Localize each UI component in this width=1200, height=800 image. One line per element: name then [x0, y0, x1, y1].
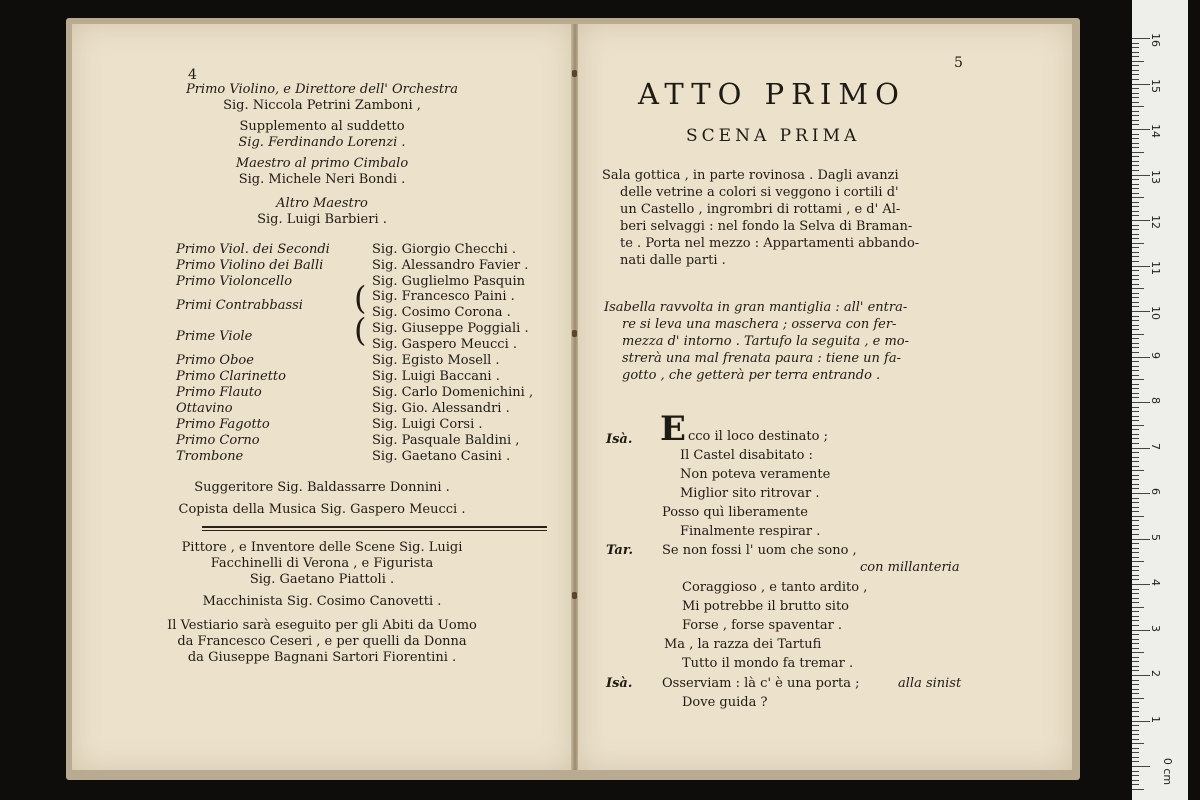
ruler-tick — [1132, 425, 1144, 426]
ruler-number: 5 — [1149, 533, 1162, 541]
ruler-tick — [1132, 520, 1139, 521]
ruler-tick — [1132, 47, 1139, 48]
ruler-tick — [1132, 525, 1139, 526]
ruler-tick — [1132, 70, 1139, 71]
verse-line: Tutto il mondo fa tremar . — [682, 656, 854, 671]
ruler-tick — [1132, 252, 1139, 253]
orchestra-role: Primo Violoncello — [176, 274, 293, 289]
setting-line: Sala gottica , in parte rovinosa . Dagli avanzi — [602, 168, 899, 183]
ruler-tick — [1132, 397, 1139, 398]
ruler-tick — [1132, 302, 1139, 303]
ruler-tick — [1132, 111, 1139, 112]
ruler-tick — [1132, 202, 1139, 203]
verse-line: Finalmente respirar . — [680, 524, 821, 539]
ruler-tick — [1132, 407, 1139, 408]
speaker-tar: Tar. — [606, 543, 634, 558]
ruler-tick — [1132, 698, 1144, 699]
ruler-tick — [1132, 657, 1139, 658]
ruler-tick — [1132, 721, 1150, 722]
ruler-tick — [1132, 780, 1139, 781]
ruler-number: 7 — [1149, 442, 1162, 450]
ruler-tick — [1132, 293, 1139, 294]
ruler-tick — [1132, 602, 1139, 603]
ruler-tick — [1132, 88, 1139, 89]
ruler-tick — [1132, 561, 1144, 562]
stage-direction-line: strerà una mal frenata paura : tiene un fa- — [622, 351, 902, 366]
ruler-tick — [1132, 507, 1139, 508]
setting-line: un Castello , ingrombri di rottami , e d' Al- — [620, 202, 901, 217]
orchestra-role: Primo Clarinetto — [176, 369, 286, 384]
ruler-tick — [1132, 438, 1139, 439]
ruler-tick — [1132, 316, 1139, 317]
ruler-tick — [1132, 388, 1139, 389]
ruler-tick — [1132, 666, 1139, 667]
credit-name-altro: Sig. Luigi Barbieri . — [257, 212, 387, 227]
speaker-isa: Isà. — [606, 676, 633, 691]
ruler-number: 8 — [1149, 397, 1162, 404]
ruler-tick — [1132, 429, 1139, 430]
ruler-tick — [1132, 598, 1139, 599]
ruler-tick — [1132, 338, 1139, 339]
ruler-number: 2 — [1149, 670, 1162, 677]
ruler-tick — [1132, 534, 1139, 535]
orchestra-name: Sig. Alessandro Favier . — [372, 258, 529, 273]
stage-direction-line: mezza d' intorno . Tartufo la seguita , e mo- — [622, 334, 910, 349]
speaker-isa: Isà. — [606, 432, 633, 447]
ruler-tick — [1132, 343, 1139, 344]
orchestra-name: Sig. Guglielmo Pasquin — [372, 274, 525, 289]
stage-direction-line: re si leva una maschera ; osserva con fer- — [622, 317, 897, 332]
stage-aside: con millanteria — [860, 560, 960, 575]
ruler-tick — [1132, 493, 1150, 494]
ruler-tick — [1132, 225, 1139, 226]
ruler-tick — [1132, 211, 1139, 212]
ruler-tick — [1132, 366, 1139, 367]
ruler-tick — [1132, 152, 1144, 153]
ruler-tick — [1132, 284, 1139, 285]
ruler-tick — [1132, 102, 1139, 103]
ruler-tick — [1132, 648, 1139, 649]
orchestra-name: Sig. Cosimo Corona . — [372, 305, 511, 320]
scene-title: SCENA PRIMA — [686, 126, 861, 146]
ruler-number: 4 — [1149, 579, 1162, 586]
ruler-tick — [1132, 452, 1139, 453]
ruler-tick — [1132, 256, 1139, 257]
ruler-number: 10 — [1149, 306, 1162, 320]
ruler-tick — [1132, 734, 1139, 735]
ruler-number: 12 — [1149, 215, 1162, 229]
orchestra-role: Trombone — [176, 449, 244, 464]
ruler-tick — [1132, 370, 1139, 371]
drop-cap: E — [660, 409, 686, 449]
brace-symbol: ( — [354, 311, 367, 349]
ruler-tick — [1132, 752, 1139, 753]
binding-stitch — [572, 70, 577, 77]
ruler-tick — [1132, 270, 1139, 271]
ruler-tick — [1132, 771, 1139, 772]
verse-line: Ma , la razza dei Tartufi — [664, 637, 822, 652]
ruler-tick — [1132, 484, 1139, 485]
ruler-tick — [1132, 652, 1144, 653]
ruler-tick — [1132, 197, 1144, 198]
divider-rule — [202, 530, 547, 531]
ruler-tick — [1132, 584, 1150, 585]
ruler-tick — [1132, 680, 1139, 681]
orchestra-name: Sig. Gaspero Meucci . — [372, 337, 518, 352]
ruler-tick — [1132, 275, 1139, 276]
ruler-tick — [1132, 702, 1139, 703]
ruler-tick — [1132, 470, 1144, 471]
binding-stitch — [572, 330, 577, 337]
verse-line: Coraggioso , e tanto ardito , — [682, 580, 868, 595]
verse-line: Mi potrebbe il brutto sito — [682, 599, 849, 614]
orchestra-name: Sig. Luigi Corsi . — [372, 417, 483, 432]
ruler-tick — [1132, 329, 1139, 330]
ruler-tick — [1132, 457, 1139, 458]
ruler-tick — [1132, 179, 1139, 180]
setting-line: te . Porta nel mezzo : Appartamenti abbando- — [620, 236, 920, 251]
orchestra-name: Sig. Pasquale Baldini , — [372, 433, 520, 448]
ruler-tick — [1132, 375, 1139, 376]
orchestra-name: Sig. Carlo Domenichini , — [372, 385, 534, 400]
ruler-tick — [1132, 548, 1139, 549]
orchestra-name: Sig. Gaetano Casini . — [372, 449, 511, 464]
ruler-number: 15 — [1149, 78, 1162, 93]
ruler-tick — [1132, 279, 1139, 280]
ruler-tick — [1132, 625, 1139, 626]
pittore-line: Sig. Gaetano Piattoli . — [249, 572, 395, 587]
ruler-tick — [1132, 184, 1139, 185]
verse-line: Posso quì liberamente — [662, 505, 808, 520]
ruler-tick — [1132, 306, 1139, 307]
ruler-tick — [1132, 593, 1139, 594]
orchestra-role: Primo Viol. dei Secondi — [176, 242, 330, 257]
ruler-tick — [1132, 643, 1139, 644]
ruler-tick — [1132, 357, 1150, 358]
ruler-tick — [1132, 65, 1139, 66]
verse-line: Se non fossi l' uom che sono , — [662, 543, 857, 558]
setting-line: beri selvaggi : nel fondo la Selva di Braman- — [620, 219, 913, 234]
measuring-ruler — [1132, 0, 1188, 800]
ruler-tick — [1132, 402, 1150, 403]
ruler-tick — [1132, 511, 1139, 512]
verse-line: Forse , forse spaventar . — [682, 618, 843, 633]
ruler-tick — [1132, 739, 1139, 740]
ruler-tick — [1132, 475, 1139, 476]
credit-role-altro: Altro Maestro — [276, 196, 368, 211]
orchestra-name: Sig. Luigi Baccani . — [372, 369, 500, 384]
ruler-tick — [1132, 557, 1139, 558]
ruler-tick — [1132, 411, 1139, 412]
ruler-tick — [1132, 466, 1139, 467]
orchestra-name: Sig. Gio. Alessandri . — [372, 401, 510, 416]
ruler-tick — [1132, 115, 1139, 116]
ruler-tick — [1132, 789, 1144, 790]
orchestra-name: Sig. Giuseppe Poggiali . — [372, 321, 529, 336]
orchestra-role: Primo Violino dei Balli — [176, 258, 324, 273]
orchestra-name: Sig. Giorgio Checchi . — [372, 242, 517, 257]
orchestra-role: Prime Viole — [176, 329, 253, 344]
credit-name-cimbalo: Sig. Michele Neri Bondi . — [238, 172, 406, 187]
ruler-number: 16 — [1149, 33, 1162, 47]
copista-line: Copista della Musica Sig. Gaspero Meucci . — [178, 502, 466, 517]
ruler-tick — [1132, 434, 1139, 435]
ruler-tick — [1132, 161, 1139, 162]
ruler-tick — [1132, 575, 1139, 576]
ruler-tick — [1132, 607, 1144, 608]
macchinista-line: Macchinista Sig. Cosimo Canovetti . — [202, 594, 442, 609]
ruler-tick — [1132, 334, 1144, 335]
orchestra-role: Ottavino — [176, 401, 233, 416]
ruler-tick — [1132, 384, 1139, 385]
ruler-tick — [1132, 297, 1139, 298]
ruler-tick — [1132, 566, 1139, 567]
verse-line: Dove guida ? — [682, 695, 768, 710]
verse-line: Miglior sito ritrovar . — [680, 486, 820, 501]
page-number-left: 4 — [188, 67, 197, 83]
orchestra-role: Primo Oboe — [176, 353, 254, 368]
ruler-tick — [1132, 193, 1139, 194]
ruler-tick — [1132, 238, 1139, 239]
brace-symbol: ( — [354, 279, 367, 317]
ruler-tick — [1132, 120, 1139, 121]
ruler-tick — [1132, 784, 1139, 785]
ruler-tick — [1132, 552, 1139, 553]
ruler-tick — [1132, 757, 1139, 758]
ruler-tick — [1132, 448, 1150, 449]
ruler-number: 11 — [1149, 260, 1162, 275]
ruler-tick — [1132, 79, 1139, 80]
ruler-tick — [1132, 502, 1139, 503]
ruler-tick — [1132, 516, 1144, 517]
ruler-tick — [1132, 84, 1150, 85]
act-title: ATTO PRIMO — [638, 77, 906, 111]
ruler-tick — [1132, 630, 1150, 631]
ruler-tick — [1132, 124, 1139, 125]
pittore-line: Pittore , e Inventore delle Scene Sig. Luigi — [181, 540, 463, 555]
ruler-tick — [1132, 579, 1139, 580]
ruler-tick — [1132, 56, 1139, 57]
ruler-tick — [1132, 61, 1144, 62]
ruler-tick — [1132, 165, 1139, 166]
ruler-tick — [1132, 175, 1150, 176]
orchestra-name: Sig. Francesco Paini . — [372, 289, 515, 304]
ruler-tick — [1132, 52, 1139, 53]
ruler-tick — [1132, 775, 1139, 776]
ruler-tick — [1132, 220, 1150, 221]
ruler-tick — [1132, 93, 1139, 94]
ruler-tick — [1132, 261, 1139, 262]
ruler-tick — [1132, 393, 1139, 394]
ruler-tick — [1132, 743, 1144, 744]
ruler-tick — [1132, 420, 1139, 421]
credit-role-supplemento: Supplemento al suddetto — [239, 119, 405, 134]
setting-line: nati dalle parti . — [620, 253, 726, 268]
ruler-tick — [1132, 539, 1150, 540]
divider-rule — [202, 526, 547, 528]
ruler-tick — [1132, 379, 1144, 380]
ruler-unit: 0 cm — [1161, 757, 1175, 786]
ruler-tick — [1132, 43, 1139, 44]
ruler-tick — [1132, 325, 1139, 326]
pittore-line: Facchinelli di Verona , e Figurista — [210, 556, 434, 571]
ruler-tick — [1132, 74, 1139, 75]
ruler-tick — [1132, 170, 1139, 171]
stage-aside: alla sinist — [898, 676, 962, 691]
credit-role-cimbalo: Maestro al primo Cimbalo — [235, 156, 409, 171]
ruler-number: 9 — [1149, 351, 1162, 359]
ruler-number: 1 — [1149, 715, 1162, 723]
ruler-tick — [1132, 143, 1139, 144]
ruler-tick — [1132, 188, 1139, 189]
verse-line: Non poteva veramente — [680, 467, 831, 482]
ruler-tick — [1132, 725, 1139, 726]
ruler-tick — [1132, 311, 1150, 312]
verse-line: Il Castel disabitato : — [680, 448, 813, 463]
credit-name-violino: Sig. Niccola Petrini Zamboni , — [223, 98, 421, 113]
verse-line: Osserviam : là c' è una porta ; — [662, 676, 860, 691]
ruler-tick — [1132, 488, 1139, 489]
vestiario-line: da Giuseppe Bagnani Sartori Fiorentini . — [187, 650, 457, 665]
ruler-number: 3 — [1149, 624, 1162, 632]
ruler-tick — [1132, 634, 1139, 635]
ruler-number: 6 — [1149, 488, 1162, 495]
binding-stitch — [572, 592, 577, 599]
ruler-tick — [1132, 748, 1139, 749]
verse-line: cco il loco destinato ; — [688, 429, 828, 444]
left-page — [72, 24, 572, 770]
ruler-tick — [1132, 716, 1139, 717]
ruler-tick — [1132, 675, 1150, 676]
vestiario-line: da Francesco Ceseri , e per quelli da Donna — [177, 634, 467, 649]
ruler-tick — [1132, 479, 1139, 480]
ruler-tick — [1132, 320, 1139, 321]
orchestra-name: Sig. Egisto Mosell . — [372, 353, 500, 368]
ruler-tick — [1132, 730, 1139, 731]
ruler-tick — [1132, 529, 1139, 530]
ruler-tick — [1132, 129, 1150, 130]
right-page — [578, 24, 1072, 770]
orchestra-role: Primo Corno — [176, 433, 260, 448]
ruler-tick — [1132, 97, 1139, 98]
ruler-tick — [1132, 443, 1139, 444]
ruler-number: 14 — [1149, 124, 1162, 138]
stage-direction-line: gotto , che getterà per terra entrando . — [622, 368, 881, 383]
stage-direction-line: Isabella ravvolta in gran mantiglia : all' entra- — [604, 300, 908, 315]
suggeritore-line: Suggeritore Sig. Baldassarre Donnini . — [194, 480, 450, 495]
ruler-tick — [1132, 134, 1139, 135]
ruler-tick — [1132, 106, 1144, 107]
ruler-tick — [1132, 611, 1139, 612]
orchestra-role: Primo Fagotto — [176, 417, 270, 432]
vestiario-line: Il Vestiario sarà eseguito per gli Abiti da Uomo — [167, 618, 477, 633]
ruler-tick — [1132, 38, 1150, 39]
ruler-tick — [1132, 138, 1139, 139]
ruler-tick — [1132, 247, 1139, 248]
ruler-tick — [1132, 620, 1139, 621]
ruler-tick — [1132, 229, 1139, 230]
ruler-tick — [1132, 707, 1139, 708]
ruler-tick — [1132, 661, 1139, 662]
ruler-tick — [1132, 206, 1139, 207]
ruler-tick — [1132, 684, 1139, 685]
orchestra-role: Primo Flauto — [176, 385, 262, 400]
ruler-tick — [1132, 711, 1139, 712]
ruler-tick — [1132, 147, 1139, 148]
ruler-tick — [1132, 347, 1139, 348]
ruler-tick — [1132, 156, 1139, 157]
ruler-tick — [1132, 589, 1139, 590]
ruler-tick — [1132, 766, 1150, 767]
setting-line: delle vetrine a colori si veggono i cortili d' — [620, 185, 899, 200]
ruler-tick — [1132, 288, 1144, 289]
credit-name-supplemento: Sig. Ferdinando Lorenzi . — [238, 135, 406, 150]
ruler-tick — [1132, 234, 1139, 235]
ruler-tick — [1132, 266, 1150, 267]
ruler-tick — [1132, 461, 1139, 462]
ruler-tick — [1132, 215, 1139, 216]
ruler-tick — [1132, 498, 1139, 499]
ruler-tick — [1132, 616, 1139, 617]
ruler-tick — [1132, 670, 1139, 671]
credit-role-violino: Primo Violino, e Direttore dell' Orchestra — [185, 82, 459, 97]
ruler-tick — [1132, 243, 1144, 244]
ruler-number: 13 — [1149, 169, 1162, 184]
ruler-tick — [1132, 416, 1139, 417]
ruler-tick — [1132, 361, 1139, 362]
ruler-tick — [1132, 543, 1139, 544]
ruler-tick — [1132, 693, 1139, 694]
orchestra-role: Primi Contrabbassi — [176, 298, 303, 313]
ruler-tick — [1132, 689, 1139, 690]
ruler-tick — [1132, 761, 1139, 762]
page-number-right: 5 — [954, 55, 963, 71]
ruler-tick — [1132, 639, 1139, 640]
ruler-tick — [1132, 570, 1139, 571]
ruler-tick — [1132, 352, 1139, 353]
